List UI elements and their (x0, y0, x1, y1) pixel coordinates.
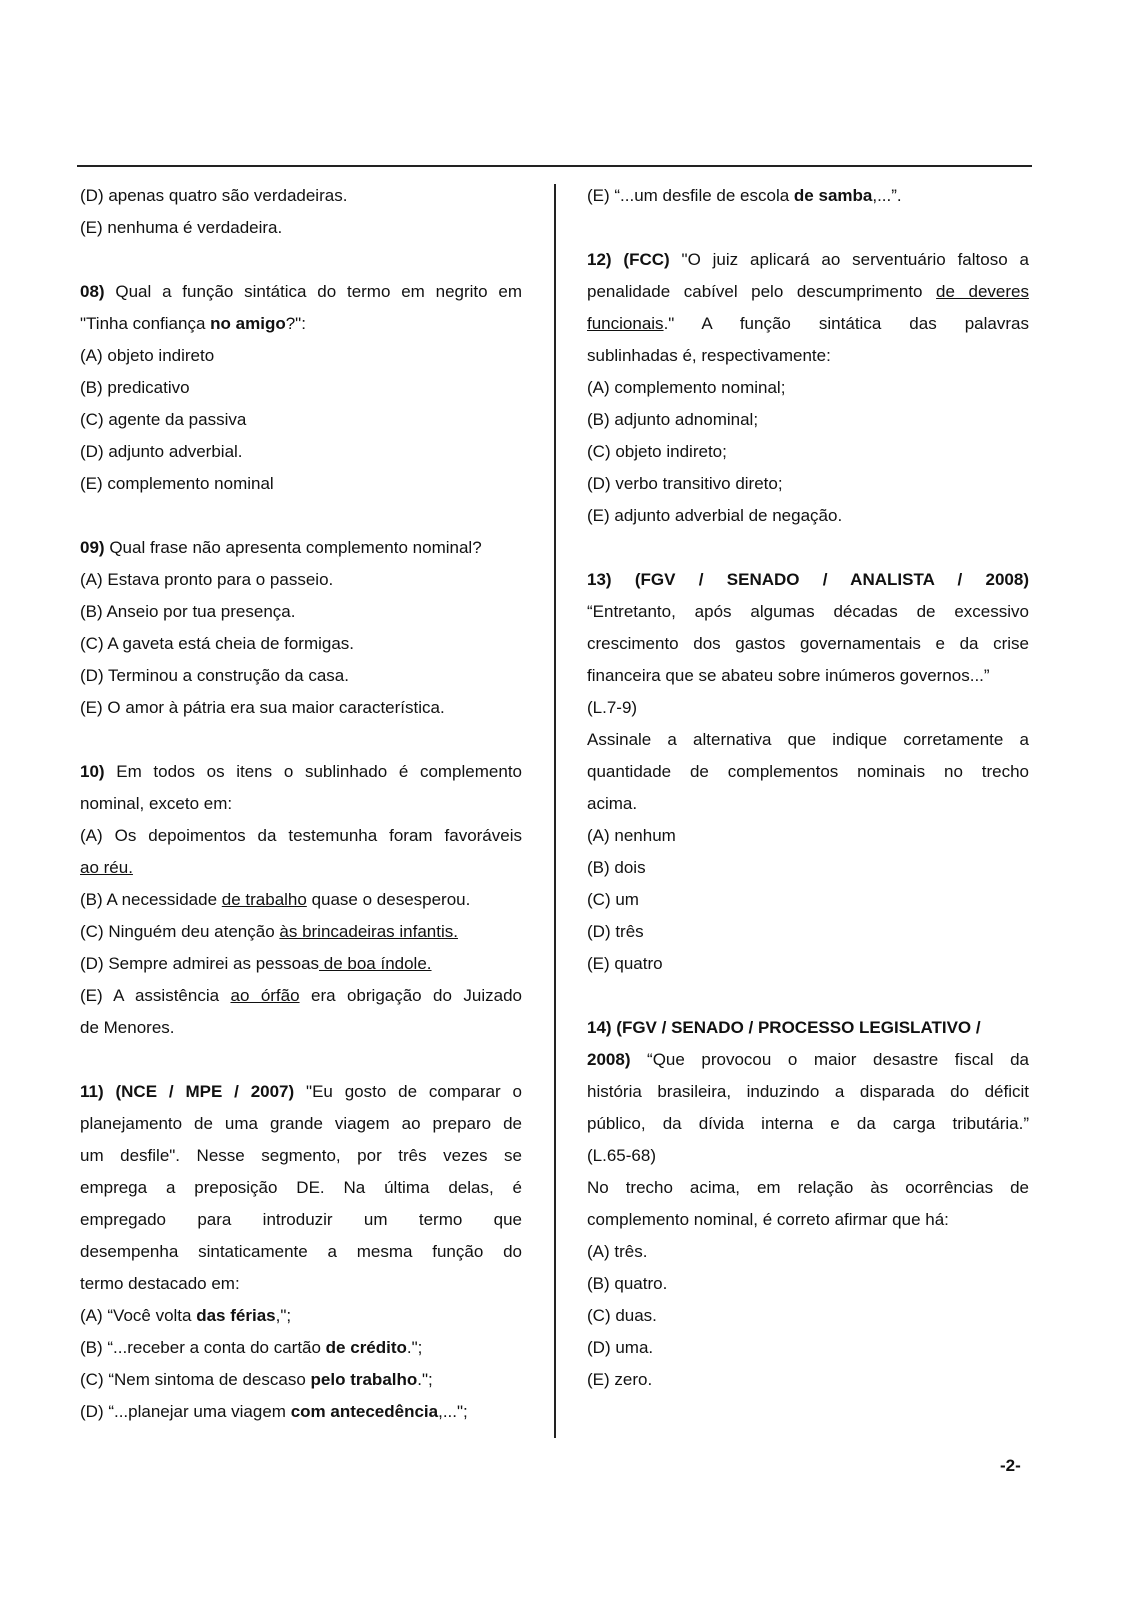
q12-stem-line1: 12) (FCC) "O juiz aplicará ao serventuário faltoso a (587, 250, 1029, 269)
q08-option-d: (D) adjunto adverbial. (80, 442, 243, 461)
q08-option-b: (B) predicativo (80, 378, 190, 397)
q09-option-b: (B) Anseio por tua presença. (80, 602, 296, 621)
q08-stem-line2: "Tinha confiança no amigo?": (80, 314, 306, 333)
q14-line4: No trecho acima, em relação às ocorrências de (587, 1178, 1029, 1197)
q11-stem-line3: um desfile". Nesse segmento, por três vezes se (80, 1146, 522, 1165)
q11-stem-line7: termo destacado em: (80, 1274, 240, 1293)
q11-option-d: (D) “...planejar uma viagem com antecedência,..."; (80, 1402, 468, 1421)
q13-source: 13) (FGV / SENADO / ANALISTA / 2008) (587, 570, 1029, 589)
q10-option-a-underlined: ao réu. (80, 858, 133, 877)
q10-option-a: (A) Os depoimentos da testemunha foram favoráveis (80, 826, 522, 845)
q13-line3: financeira que se abateu sobre inúmeros governos...” (587, 666, 990, 685)
q14-line2: público, da dívida interna e da carga tributária.” (587, 1114, 1029, 1133)
q14-option-e: (E) zero. (587, 1370, 653, 1389)
q14-line5: complemento nominal, é correto afirmar que há: (587, 1210, 949, 1229)
q13-line4: (L.7-9) (587, 698, 638, 717)
q09-option-d: (D) Terminou a construção da casa. (80, 666, 349, 685)
q08-stem-line1: 08) Qual a função sintática do termo em negrito em (80, 282, 522, 301)
q08-option-e: (E) complemento nominal (80, 474, 274, 493)
q07-option-d: (D) apenas quatro são verdadeiras. (80, 186, 348, 205)
column-divider (554, 184, 556, 1438)
q14-option-d: (D) uma. (587, 1338, 654, 1357)
q11-option-b: (B) “...receber a conta do cartão de crédito."; (80, 1338, 423, 1357)
q14-option-a: (A) três. (587, 1242, 648, 1261)
q11-option-a: (A) “Você volta das férias,"; (80, 1306, 292, 1325)
q07-option-e: (E) nenhuma é verdadeira. (80, 218, 283, 237)
q14-option-b: (B) quatro. (587, 1274, 668, 1293)
q11-stem-line5: empregado para introduzir um termo que (80, 1210, 522, 1229)
q08-option-c: (C) agente da passiva (80, 410, 247, 429)
q09-option-e: (E) O amor à pátria era sua maior característica. (80, 698, 445, 717)
q11-stem-line6: desempenha sintaticamente a mesma função do (80, 1242, 522, 1261)
q13-option-e: (E) quatro (587, 954, 663, 973)
q13-option-a: (A) nenhum (587, 826, 676, 845)
q12-option-a: (A) complemento nominal; (587, 378, 786, 397)
header-rule (77, 165, 1032, 167)
q12-stem-line4: sublinhadas é, respectivamente: (587, 346, 831, 365)
question-09 (80, 532, 522, 724)
question-12 (587, 244, 1029, 532)
q09-option-a: (A) Estava pronto para o passeio. (80, 570, 334, 589)
q14-source-line1: 14) (FGV / SENADO / PROCESSO LEGISLATIVO / (587, 1018, 981, 1037)
q10-option-e: (E) A assistência ao órfão era obrigação do Juizado (80, 986, 522, 1005)
q11-stem-line2: planejamento de uma grande viagem ao preparo de (80, 1114, 522, 1133)
q13-option-c: (C) um (587, 890, 639, 909)
q13-option-d: (D) três (587, 922, 644, 941)
question-11 (80, 1076, 522, 1428)
page-number: -2- (1000, 1456, 1021, 1475)
q13-line2: crescimento dos gastos governamentais e da crise (587, 634, 1029, 653)
q14-option-c: (C) duas. (587, 1306, 657, 1325)
question-14 (587, 1012, 1029, 1396)
q14-line1: história brasileira, induzindo a disparada do déficit (587, 1082, 1029, 1101)
question-13 (587, 564, 1029, 980)
left-column (80, 180, 522, 1428)
question-10 (80, 756, 522, 1044)
q12-stem-line2: penalidade cabível pelo descumprimento de deveres (587, 282, 1029, 301)
q13-line1: “Entretanto, após algumas décadas de excessivo (587, 602, 1029, 621)
q11-option-e: (E) “...um desfile de escola de samba,...”. (587, 186, 902, 205)
q14-line3: (L.65-68) (587, 1146, 656, 1165)
q13-line7: acima. (587, 794, 638, 813)
q10-stem-line1: 10) Em todos os itens o sublinhado é complemento (80, 762, 522, 781)
q13-line5: Assinale a alternativa que indique corretamente a (587, 730, 1029, 749)
q08-option-a: (A) objeto indireto (80, 346, 215, 365)
q12-option-e: (E) adjunto adverbial de negação. (587, 506, 843, 525)
q09-option-c: (C) A gaveta está cheia de formigas. (80, 634, 355, 653)
q13-line6: quantidade de complementos nominais no trecho (587, 762, 1029, 781)
q10-option-c: (C) Ninguém deu atenção às brincadeiras infantis. (80, 922, 458, 941)
q11-option-c: (C) “Nem sintoma de descaso pelo trabalho."; (80, 1370, 433, 1389)
q14-source-line2: 2008) “Que provocou o maior desastre fiscal da (587, 1050, 1029, 1069)
q09-stem: 09) Qual frase não apresenta complemento nominal? (80, 538, 482, 557)
q11-stem-line4: emprega a preposição DE. Na última delas, é (80, 1178, 522, 1197)
q12-option-b: (B) adjunto adnominal; (587, 410, 759, 429)
q11-stem-line1: 11) (NCE / MPE / 2007) "Eu gosto de comparar o (80, 1082, 522, 1101)
q10-option-b: (B) A necessidade de trabalho quase o desesperou. (80, 890, 471, 909)
question-08 (80, 276, 522, 500)
q10-option-d: (D) Sempre admirei as pessoas de boa índole. (80, 954, 432, 973)
q12-stem-line3: funcionais." A função sintática das palavras (587, 314, 1029, 333)
q12-option-d: (D) verbo transitivo direto; (587, 474, 783, 493)
q10-stem-line2: nominal, exceto em: (80, 794, 233, 813)
q10-option-e-line2: de Menores. (80, 1018, 175, 1037)
q13-option-b: (B) dois (587, 858, 646, 877)
right-column (587, 180, 1029, 1396)
q12-option-c: (C) objeto indireto; (587, 442, 727, 461)
